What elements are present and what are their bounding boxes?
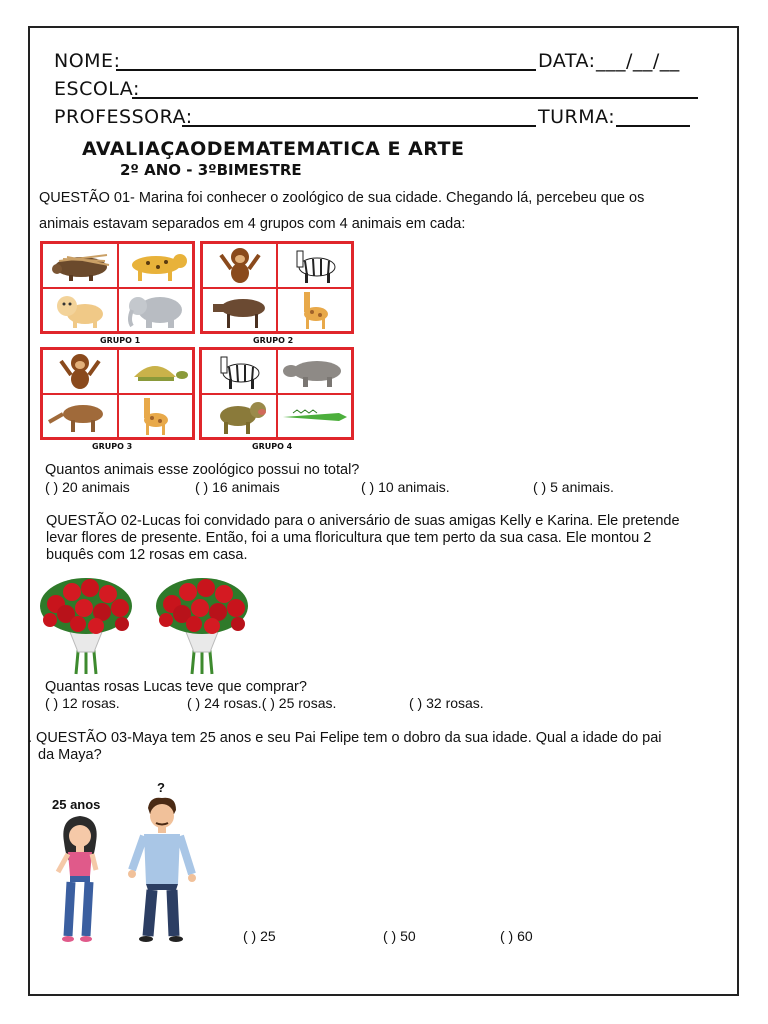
zebra-image — [277, 243, 352, 288]
q1-text-line2: animais estavam separados em 4 grupos com 4 animais em cada: — [39, 216, 466, 232]
question-mark: ? — [157, 780, 165, 795]
professora-field[interactable] — [182, 125, 536, 127]
anteater-image — [42, 394, 118, 439]
q1-text-line1: QUESTÃO 01- Marina foi conhecer o zoológico de sua cidade. Chegando lá, percebeu que os — [39, 190, 645, 206]
wildebeest-image — [202, 288, 277, 333]
q2-text-line1: QUESTÃO 02-Lucas foi convidado para o aniversário de suas amigas Kelly e Karina. Ele pretende — [46, 513, 680, 529]
giraffe-image — [118, 394, 194, 439]
hippo-image — [277, 349, 353, 394]
turma-field[interactable] — [616, 125, 690, 127]
animal-group-3 — [40, 347, 195, 440]
professora-label: PROFESSORA: — [54, 106, 193, 128]
maya-character-image — [50, 812, 110, 944]
q3-option-b[interactable]: ( ) 50 — [383, 928, 416, 944]
giraffe-image — [277, 288, 352, 333]
turma-label: TURMA: — [538, 106, 616, 128]
q1-option-b[interactable]: ( ) 16 animais — [195, 479, 280, 495]
q2-text-line3: buquês com 12 rosas em casa. — [46, 547, 248, 563]
elephant-image — [118, 288, 194, 333]
data-field[interactable]: ___/__/__ — [596, 50, 680, 72]
q1-question: Quantos animais esse zoológico possui no total? — [45, 462, 360, 478]
data-label: DATA: — [538, 50, 596, 72]
page-title: AVALIAÇAODEMATEMATICA E ARTE — [82, 138, 465, 160]
leopard-image — [118, 243, 194, 288]
monkey-image — [42, 349, 118, 394]
q2-option-c[interactable]: ( ) 32 rosas. — [409, 695, 484, 711]
nome-field[interactable] — [116, 69, 536, 71]
q3-option-c[interactable]: ( ) 60 — [500, 928, 533, 944]
q3-option-a[interactable]: ( ) 25 — [243, 928, 276, 944]
q1-option-d[interactable]: ( ) 5 animais. — [533, 479, 614, 495]
animal-group-4 — [199, 347, 354, 440]
q1-option-a[interactable]: ( ) 20 animais — [45, 479, 130, 495]
group-4-label: GRUPO 4 — [252, 442, 293, 451]
lion-cub-image — [42, 288, 118, 333]
escola-field[interactable] — [132, 97, 698, 99]
q2-text-line2: levar flores de presente. Então, foi a uma floricultura que tem perto da sua casa. Ele montou 2 — [46, 530, 652, 546]
q2-option-b[interactable]: ( ) 24 rosas.( ) 25 rosas. — [187, 695, 337, 711]
page-subtitle: 2º ANO - 3ºBIMESTRE — [120, 161, 302, 179]
crocodile-image — [277, 394, 353, 439]
q1-option-c[interactable]: ( ) 10 animais. — [361, 479, 450, 495]
group-3-label: GRUPO 3 — [92, 442, 133, 451]
nome-label: NOME: — [54, 50, 121, 72]
animal-group-1 — [40, 241, 195, 334]
turtle-image — [118, 349, 194, 394]
group-1-label: GRUPO 1 — [100, 336, 141, 345]
age-label: 25 anos — [52, 797, 101, 812]
q3-text-line2: da Maya? — [38, 747, 102, 763]
escola-label: ESCOLA: — [54, 78, 140, 100]
rose-bouquet-image — [36, 570, 136, 678]
porcupine-image — [42, 243, 118, 288]
group-2-label: GRUPO 2 — [253, 336, 294, 345]
zebra-image — [201, 349, 277, 394]
animal-group-2 — [200, 241, 354, 334]
baboon-image — [201, 394, 277, 439]
father-character-image — [126, 794, 202, 944]
rose-bouquet-image — [152, 570, 252, 678]
monkey-image — [202, 243, 277, 288]
q2-question: Quantas rosas Lucas teve que comprar? — [45, 679, 307, 695]
q3-text-line1: . QUESTÃO 03-Maya tem 25 anos e seu Pai Felipe tem o dobro da sua idade. Qual a idade do pai — [28, 730, 662, 746]
q2-option-a[interactable]: ( ) 12 rosas. — [45, 695, 120, 711]
